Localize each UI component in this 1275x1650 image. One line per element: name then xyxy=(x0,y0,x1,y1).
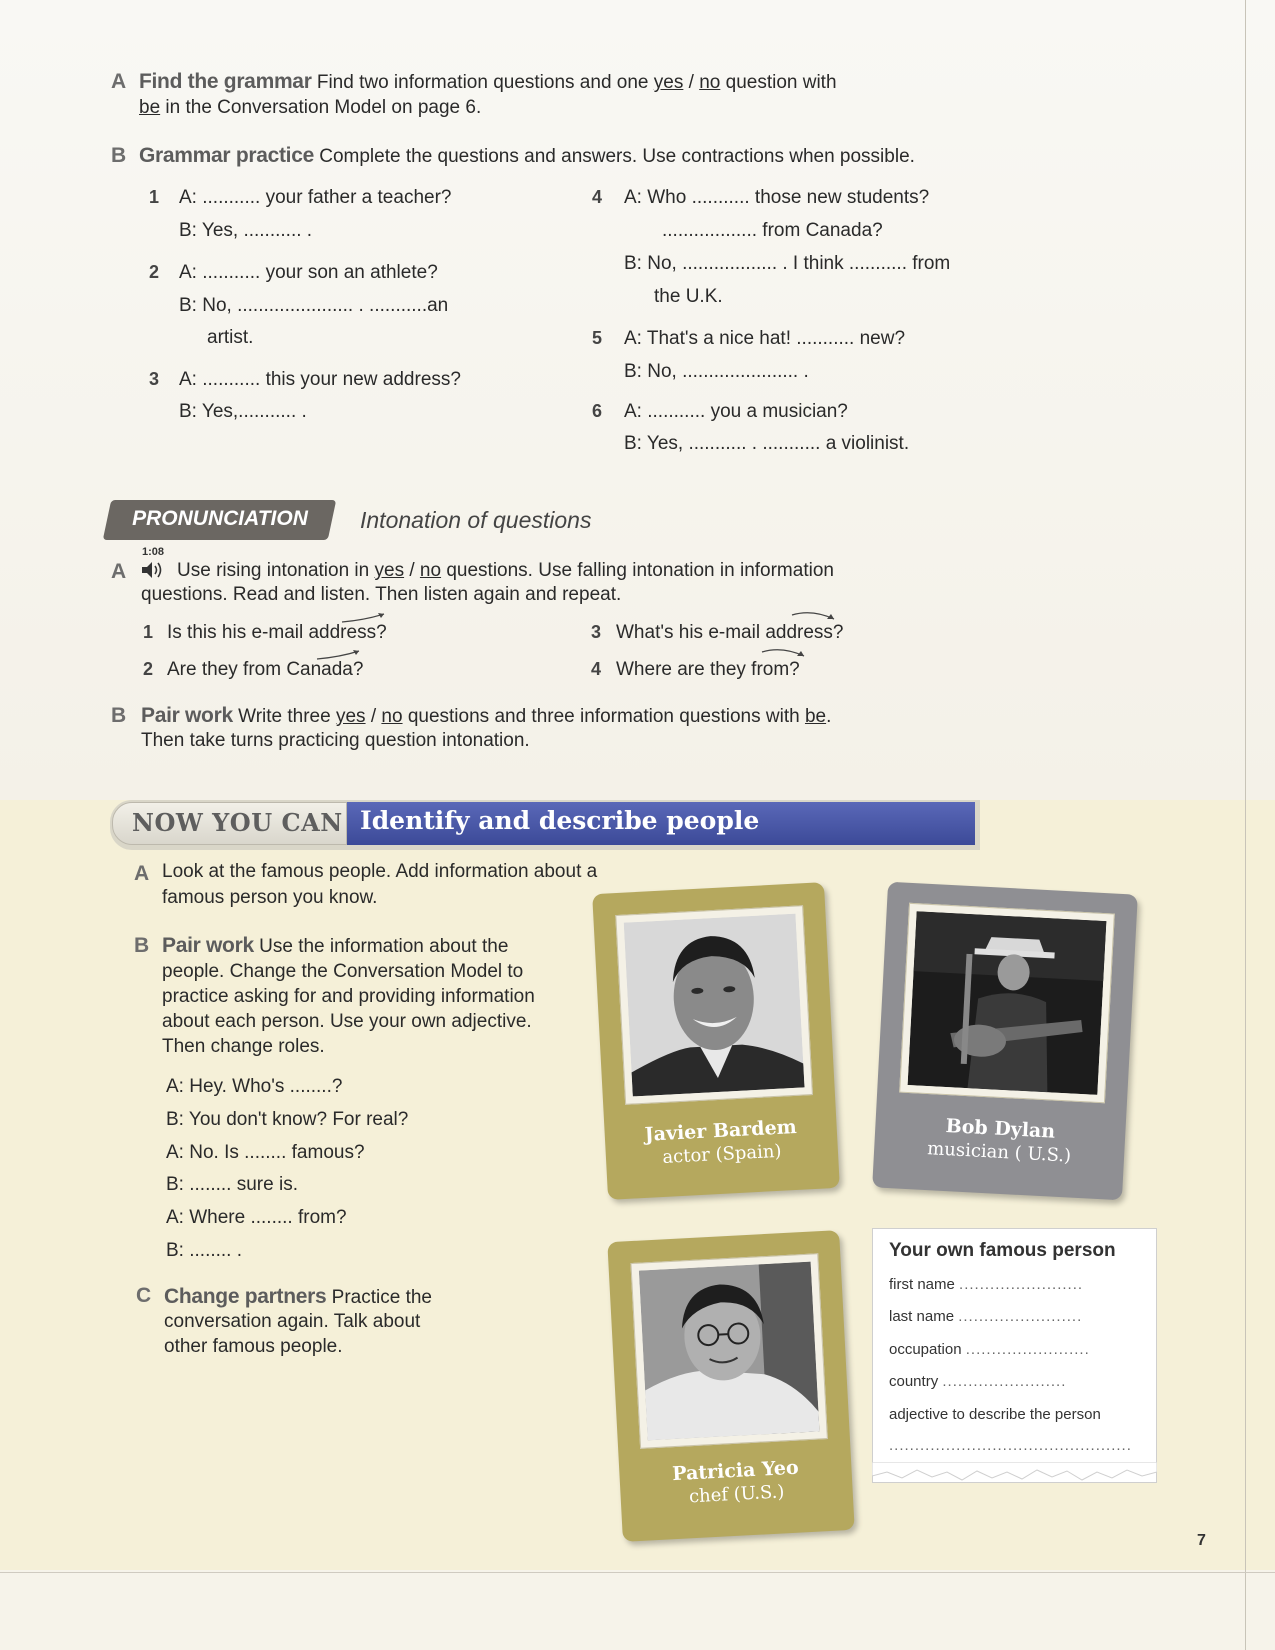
form-row-adjective: adjective to describe the person xyxy=(889,1406,1101,1423)
nyc-c-line: other famous people. xyxy=(164,1336,343,1357)
page-edge-rule xyxy=(1245,0,1246,1650)
card-name: Javier Bardem xyxy=(644,1115,798,1146)
pair-work-heading: Pair work xyxy=(162,934,254,957)
example-text: Are they from Canada? xyxy=(167,659,364,680)
item-line: A: That's a nice hat! ........... new? xyxy=(624,328,906,349)
nyc-b-line: about each person. Use your own adjective. xyxy=(162,1011,532,1032)
section-a-text-end: question with xyxy=(725,72,837,93)
example-text: What's his e-mail address? xyxy=(616,622,844,643)
form-row-country xyxy=(889,1373,1066,1390)
item-line: B: Yes, ........... . xyxy=(179,220,313,241)
form-title: Your own famous person xyxy=(889,1240,1116,1261)
period: . xyxy=(826,706,832,727)
no-word: no xyxy=(699,72,721,93)
section-b-heading: Grammar practice xyxy=(139,144,314,167)
item-line: B: No, ...................... . ...........an xyxy=(179,295,449,316)
example-number: 1 xyxy=(143,622,154,642)
example-text: Is this his e-mail address? xyxy=(167,622,387,643)
field-label: occupation xyxy=(889,1341,962,1358)
form-row-last-name xyxy=(889,1308,1082,1325)
audio-track-number: 1:08 xyxy=(142,546,165,558)
item-number: 1 xyxy=(149,187,160,207)
pron-a-text: Use rising intonation in xyxy=(177,560,370,581)
be-word: be xyxy=(139,97,161,118)
card-role: musician ( U.S.) xyxy=(926,1138,1072,1167)
no-word: no xyxy=(419,560,442,581)
nyc-c-line1 xyxy=(164,1285,432,1310)
field-label: last name xyxy=(889,1308,955,1325)
item-number: 5 xyxy=(592,328,603,348)
card-role: chef (U.S.) xyxy=(688,1481,785,1508)
pronunciation-b-letter: B xyxy=(111,704,127,727)
audio-speaker-icon[interactable] xyxy=(140,560,166,580)
yes-word: yes xyxy=(374,560,405,581)
section-a-text: Find two information questions and one xyxy=(316,72,649,93)
nyc-b-line: Then change roles. xyxy=(162,1036,325,1057)
pronunciation-a-line1 xyxy=(177,559,834,583)
portrait-photo xyxy=(624,914,805,1097)
item-line: artist. xyxy=(207,327,254,348)
nyc-c-line: conversation again. Talk about xyxy=(164,1311,421,1332)
be-word: be xyxy=(804,706,827,727)
falling-arrow-icon xyxy=(790,609,840,623)
item-line: the U.K. xyxy=(654,286,723,307)
pron-b-text-mid: questions and three information questions with xyxy=(407,706,800,727)
person-card-patricia-yeo xyxy=(607,1230,854,1542)
item-line: A: ........... this your new address? xyxy=(179,369,461,390)
section-a-text-2: in the Conversation Model on page 6. xyxy=(165,97,482,118)
item-line: A: ........... you a musician? xyxy=(624,401,848,422)
item-number: 2 xyxy=(149,262,160,282)
section-a-line2 xyxy=(139,96,481,120)
yes-word: yes xyxy=(653,72,684,93)
section-b-instruction: Complete the questions and answers. Use contractions when possible. xyxy=(319,146,915,167)
section-b-instruction-line xyxy=(139,144,915,169)
section-a-heading: Find the grammar xyxy=(139,70,312,93)
now-you-can-label: NOW YOU CAN xyxy=(132,808,343,837)
pronunciation-label: PRONUNCIATION xyxy=(132,507,308,530)
pron-b-text: Write three xyxy=(238,706,331,727)
dialogue-line: A: No. Is ........ famous? xyxy=(166,1142,365,1163)
nyc-b-line: people. Change the Conversation Model to xyxy=(162,961,524,982)
example-text: Where are they from? xyxy=(616,659,800,680)
falling-arrow-icon xyxy=(760,646,810,660)
item-number: 6 xyxy=(592,401,603,421)
pronunciation-a-line2: questions. Read and listen. Then listen again and repeat. xyxy=(141,584,622,605)
card-name: Bob Dylan xyxy=(945,1115,1056,1143)
pair-work-heading: Pair work xyxy=(141,704,233,727)
nyc-a-letter: A xyxy=(134,862,150,885)
rising-arrow-icon xyxy=(315,647,365,661)
form-row-occupation xyxy=(889,1341,1090,1358)
fill-in-blank[interactable]: ............................................... xyxy=(889,1437,1132,1454)
page-number: 7 xyxy=(1197,1532,1206,1549)
slash: / xyxy=(409,560,415,581)
nyc-b-letter: B xyxy=(134,934,150,957)
nyc-c-letter: C xyxy=(136,1284,152,1307)
page-bottom-rule xyxy=(0,1572,1275,1573)
yes-word: yes xyxy=(335,706,366,727)
fill-in-blank[interactable]: ........................ xyxy=(959,1276,1084,1293)
item-line: B: Yes, ........... . ........... a violinist. xyxy=(624,433,910,454)
pronunciation-a-letter: A xyxy=(111,560,127,583)
pron-a-text-end: questions. Use falling intonation in information xyxy=(446,560,834,581)
field-label: first name xyxy=(889,1276,955,1293)
slash: / xyxy=(370,706,377,727)
item-number: 3 xyxy=(149,369,160,389)
section-a-letter: A xyxy=(111,70,127,93)
field-label: country xyxy=(889,1373,939,1390)
dialogue-line: B: ........ sure is. xyxy=(166,1174,298,1195)
item-line: A: ........... your son an athlete? xyxy=(179,262,438,283)
dialogue-line: B: ........ . xyxy=(166,1240,243,1261)
card-role: actor (Spain) xyxy=(661,1140,783,1168)
form-row-first-name xyxy=(889,1276,1083,1293)
person-card-javier-bardem xyxy=(592,882,840,1200)
dialogue-line: A: Where ........ from? xyxy=(166,1207,347,1228)
item-line: B: No, .................. . I think ........... from xyxy=(624,253,951,274)
dialogue-line: B: You don't know? For real? xyxy=(166,1109,409,1130)
item-line: A: ........... your father a teacher? xyxy=(179,187,452,208)
section-b-letter: B xyxy=(111,144,127,167)
fill-in-blank[interactable]: ........................ xyxy=(942,1373,1067,1390)
person-card-bob-dylan xyxy=(872,882,1138,1201)
no-word: no xyxy=(381,706,403,727)
nyc-a-line: famous person you know. xyxy=(162,887,378,908)
now-you-can-title: Identify and describe people xyxy=(360,806,760,835)
item-line: .................. from Canada? xyxy=(662,220,883,241)
item-line: A: Who ........... those new students? xyxy=(624,187,930,208)
portrait-photo xyxy=(639,1262,820,1441)
section-a-line1 xyxy=(139,70,837,95)
nyc-c-text: Practice the xyxy=(331,1287,432,1308)
fill-in-blank[interactable]: ........................ xyxy=(965,1341,1090,1358)
nyc-b-line: practice asking for and providing information xyxy=(162,986,535,1007)
portrait-photo xyxy=(908,911,1107,1095)
slash: / xyxy=(688,72,694,93)
example-number: 4 xyxy=(591,659,602,679)
item-line: B: Yes,........... . xyxy=(179,401,307,422)
torn-edge xyxy=(872,1462,1157,1486)
nyc-a-line: Look at the famous people. Add information about a xyxy=(162,861,598,882)
dialogue-line: A: Hey. Who's ........? xyxy=(166,1076,343,1097)
example-number: 2 xyxy=(143,659,154,679)
card-name: Patricia Yeo xyxy=(671,1456,800,1486)
rising-arrow-icon xyxy=(340,610,390,624)
nyc-b-text: Use the information about the xyxy=(259,936,509,957)
nyc-b-line1 xyxy=(162,934,508,959)
pronunciation-b-line1 xyxy=(141,704,831,729)
item-number: 4 xyxy=(592,187,603,207)
pronunciation-b-line2: Then take turns practicing question intonation. xyxy=(141,730,530,751)
fill-in-blank[interactable]: ........................ xyxy=(958,1308,1083,1325)
pronunciation-title: Intonation of questions xyxy=(360,507,592,533)
example-number: 3 xyxy=(591,622,602,642)
change-partners-heading: Change partners xyxy=(164,1285,327,1308)
item-line: B: No, ...................... . xyxy=(624,361,809,382)
